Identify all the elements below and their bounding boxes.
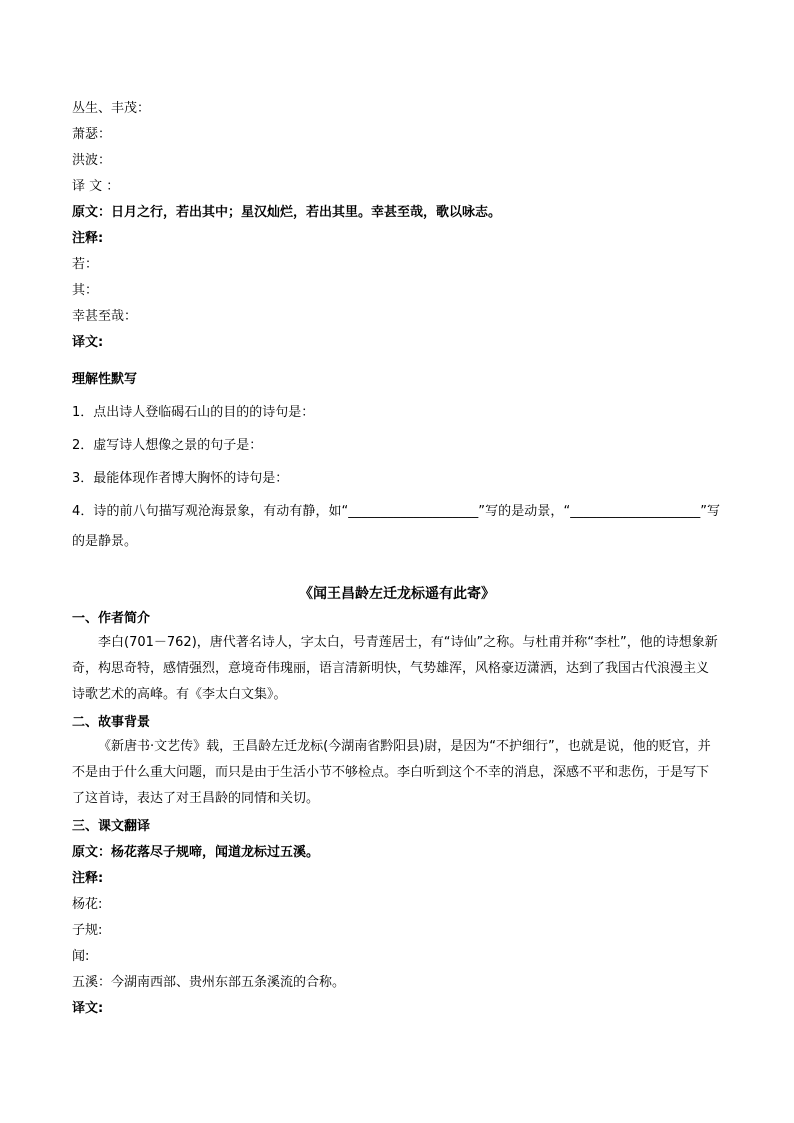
- dictation-question-3: 3．最能体现作者博大胸怀的诗句是：: [72, 471, 289, 486]
- note-line: 幸甚至哉：: [72, 309, 138, 324]
- dictation-question-2: 2．虚写诗人想像之景的句子是：: [72, 438, 263, 453]
- note-line: 杨花:: [72, 897, 103, 912]
- original-text: 原文：日月之行，若出其中；星汉灿烂，若出其里。幸甚至哉，歌以咏志。: [72, 205, 502, 220]
- note-line: 洪波：: [72, 153, 112, 168]
- dictation-heading: 理解性默写: [72, 372, 138, 387]
- note-line: 若：: [72, 257, 99, 272]
- original-text: 原文：杨花落尽子规啼，闻道龙标过五溪。: [72, 845, 320, 860]
- note-line: 其：: [72, 283, 99, 298]
- note-line: 丛生、丰茂：: [72, 101, 151, 116]
- notes-label: 注释:: [72, 871, 104, 886]
- dictation-question-1: 1．点出诗人登临碣石山的目的的诗句是：: [72, 405, 315, 420]
- translation-label: 译 文 ：: [72, 179, 120, 194]
- background-heading: 二、故事背景: [72, 715, 151, 730]
- translation-heading: 三、课文翻译: [72, 819, 151, 834]
- notes-label: 注释:: [72, 231, 104, 246]
- note-line: 子规:: [72, 923, 103, 938]
- translation-label: 译文:: [72, 1001, 104, 1016]
- translation-label: 译文:: [72, 335, 104, 350]
- note-line: 萧瑟：: [72, 127, 112, 142]
- background-text: 《新唐书·文艺传》载，王昌龄左迁龙标(今湖南省黔阳县)尉，是因为“不护细行”，也就是说，他的贬官，并不是由于什么重大问题，而只是由于生活小节不够检点。李白听到这个不幸的消息，深感不平和悲伤，于是写下了这首诗，表达了对王昌龄的同情和关切。: [72, 739, 711, 806]
- author-text: 李白(701－762)，唐代著名诗人，字太白，号青莲居士，有“诗仙”之称。与杜甫并称“李杜”，他的诗想象新奇，构思奇特，感情强烈，意境奇伟瑰丽，语言清新明快，气势雄浑，风格豪迈潇洒，达到了我国古代浪漫主义诗歌艺术的高峰。有《李太白文集》。: [72, 635, 718, 702]
- poem-title: 《闻王昌龄左迁龙标遥有此寄》: [299, 586, 495, 602]
- author-heading: 一、作者简介: [72, 611, 151, 626]
- note-line: 五溪：今湖南西部、贵州东部五条溪流的合称。: [72, 975, 346, 990]
- dictation-question-4: 4．诗的前八句描写观沧海景象，有动有静，如“____________________”写的是动景，“____________________”写的是静景。: [72, 504, 720, 549]
- note-line: 闻:: [72, 949, 90, 964]
